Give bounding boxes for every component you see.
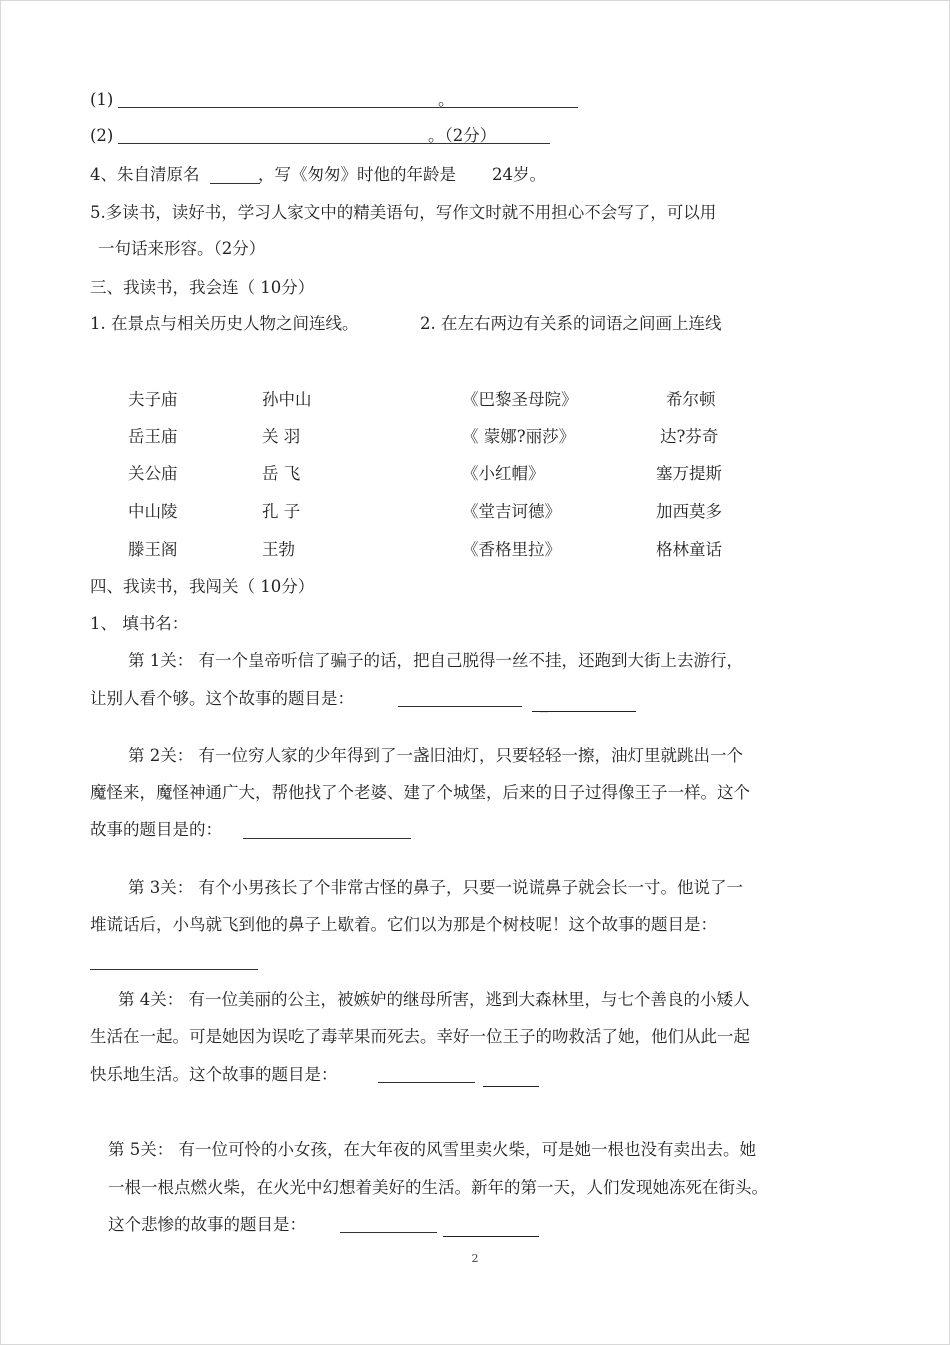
match-place[interactable]: 夫子庙	[128, 390, 178, 409]
match-person[interactable]: 孙中山	[262, 390, 312, 409]
level1-line2: 让别人看个够。这个故事的题目是：	[90, 689, 354, 708]
level1-mark: _	[540, 693, 549, 712]
section3-title: 三、我读书，我会连（ 10分）	[90, 278, 315, 297]
match-place[interactable]: 岳王庙	[128, 427, 178, 446]
level2-line1: 第 2关： 有一位穷人家的少年得到了一盏旧油灯，只要轻轻一擦，油灯里就跳出一个	[128, 746, 743, 765]
level5-answer-blank-2[interactable]	[443, 1236, 539, 1237]
level3-answer-blank[interactable]	[90, 969, 258, 970]
level1-line1: 第 1关： 有一个皇帝听信了骗子的话，把自己脱得一丝不挂，还跑到大街上去游行，	[128, 651, 743, 670]
level3-line1: 第 3关： 有个小男孩长了个非常古怪的鼻子，只要一说谎鼻子就会长一寸。他说了一	[128, 878, 743, 897]
level4-line2: 生活在一起。可是她因为误吃了毒苹果而死去。幸好一位王子的吻救活了她，他们从此一起	[90, 1027, 750, 1046]
section3-task2: 2. 在左右两边有关系的词语之间画上连线	[420, 314, 722, 333]
q4-text-b: ，写《匆匆》时他的年龄是	[258, 165, 456, 184]
match-person[interactable]: 孔 子	[262, 502, 301, 521]
q1-period: 。	[438, 90, 455, 109]
level2-line3: 故事的题目是的：	[90, 820, 222, 839]
level5-line1: 第 5关： 有一位可怜的小女孩，在大年夜的风雪里卖火柴，可是她一根也没有卖出去。她	[108, 1140, 756, 1159]
q1-answer-blank[interactable]	[118, 107, 578, 108]
q1-label: (1)	[90, 90, 114, 109]
level1-answer-blank-2[interactable]	[532, 711, 636, 712]
level4-answer-blank-2[interactable]	[483, 1086, 539, 1087]
match-author[interactable]: 希尔顿	[666, 390, 716, 409]
q4-answer-blank[interactable]	[210, 183, 260, 184]
match-book[interactable]: 《堂吉诃德》	[462, 502, 561, 521]
level3-line2: 堆谎话后，小鸟就飞到他的鼻子上歇着。它们以为那是个树枝呢！这个故事的题目是：	[90, 915, 717, 934]
level2-answer-blank[interactable]	[243, 838, 411, 839]
match-place[interactable]: 中山陵	[128, 502, 178, 521]
section4-title: 四、我读书，我闯关（ 10分）	[90, 577, 315, 596]
match-book[interactable]: 《巴黎圣母院》	[462, 390, 578, 409]
match-place[interactable]: 滕王阁	[128, 540, 178, 559]
level5-answer-blank[interactable]	[340, 1232, 437, 1233]
match-author[interactable]: 格林童话	[656, 540, 722, 559]
level4-line1: 第 4关： 有一位美丽的公主，被嫉妒的继母所害，逃到大森林里，与七个善良的小矮人	[118, 990, 750, 1009]
match-person[interactable]: 关 羽	[262, 427, 301, 446]
match-person[interactable]: 岳 飞	[262, 464, 301, 483]
level1-answer-blank[interactable]	[398, 706, 522, 707]
q4-text-a: 4、朱自清原名	[90, 165, 200, 184]
q2-period-score: 。（2分）	[428, 126, 497, 145]
level4-answer-blank[interactable]	[378, 1082, 475, 1083]
q5-line2: 一句话来形容。（2分）	[98, 239, 266, 258]
q5-line1: 5.多读书，读好书，学习人家文中的精美语句，写作文时就不用担心不会写了，可以用	[90, 203, 717, 222]
q4-text-c: 24岁。	[492, 165, 546, 184]
section4-task1: 1、 填书名：	[90, 614, 189, 633]
level2-line2: 魔怪来，魔怪神通广大，帮他找了个老婆、建了个城堡，后来的日子过得像王子一样。这个	[90, 783, 750, 802]
match-book[interactable]: 《香格里拉》	[462, 540, 561, 559]
page-number: 2	[471, 1252, 479, 1265]
level5-line3: 这个悲惨的故事的题目是：	[108, 1215, 306, 1234]
match-book[interactable]: 《 蒙娜?丽莎》	[462, 427, 576, 446]
section3-task1: 1. 在景点与相关历史人物之间连线。	[90, 314, 359, 333]
match-author[interactable]: 达?芬奇	[660, 427, 719, 446]
match-author[interactable]: 塞万提斯	[656, 464, 722, 483]
level5-line2: 一根一根点燃火柴，在火光中幻想着美好的生活。新年的第一天，人们发现她冻死在街头。	[108, 1178, 768, 1197]
match-author[interactable]: 加西莫多	[656, 502, 722, 521]
match-person[interactable]: 王勃	[262, 540, 295, 559]
match-book[interactable]: 《小红帽》	[462, 464, 545, 483]
match-place[interactable]: 关公庙	[128, 464, 178, 483]
q2-label: (2)	[90, 126, 114, 145]
level4-line3: 快乐地生活。这个故事的题目是：	[90, 1065, 338, 1084]
